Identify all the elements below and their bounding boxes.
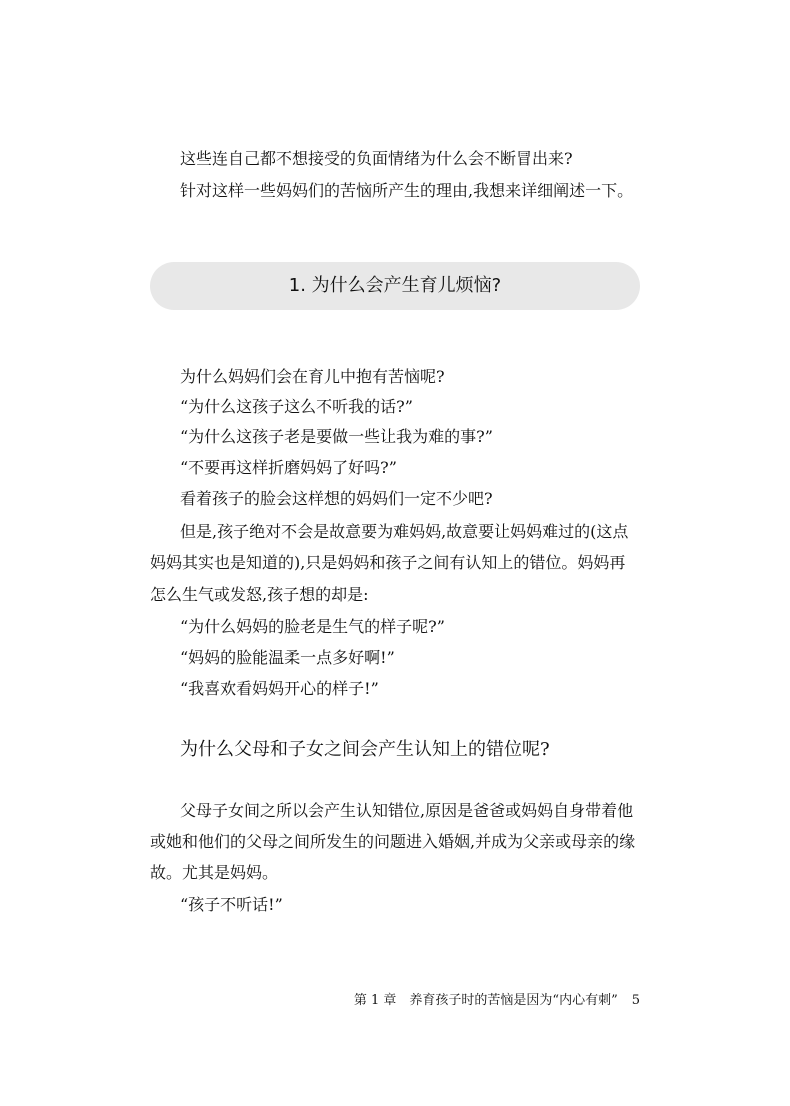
quote-3: “不要再这样折磨妈妈了好吗?”	[180, 458, 397, 477]
quote-1: “为什么这孩子这么不听我的话?”	[180, 397, 413, 416]
paragraph-3-line-1: 但是,孩子绝对不会是故意要为难妈妈,故意要让妈妈难过的(这点	[180, 522, 629, 541]
page-number: 5	[631, 993, 640, 1008]
intro-line-1: 这些连自己都不想接受的负面情绪为什么会不断冒出来?	[180, 149, 573, 168]
quote-4: “为什么妈妈的脸老是生气的样子呢?”	[180, 617, 445, 636]
paragraph-4-line-2: 或她和他们的父母之间所发生的问题进入婚姻,并成为父亲或母亲的缘	[150, 832, 636, 851]
subheading: 为什么父母和子女之间会产生认知上的错位呢?	[180, 739, 550, 760]
quote-2: “为什么这孩子老是要做一些让我为难的事?”	[180, 427, 493, 446]
running-footer	[354, 992, 640, 1010]
paragraph-3-line-2: 妈妈其实也是知道的),只是妈妈和孩子之间有认知上的错位。妈妈再	[150, 553, 626, 572]
quote-6: “我喜欢看妈妈开心的样子!”	[180, 679, 379, 698]
paragraph-1: 为什么妈妈们会在育儿中抱有苦恼呢?	[180, 367, 445, 386]
section-banner	[150, 262, 640, 310]
intro-line-2: 针对这样一些妈妈们的苦恼所产生的理由,我想来详细阐述一下。	[180, 181, 634, 200]
quote-5: “妈妈的脸能温柔一点多好啊!”	[180, 648, 395, 667]
paragraph-4-line-3: 故。尤其是妈妈。	[150, 863, 279, 882]
paragraph-4-line-1: 父母子女间之所以会产生认知错位,原因是爸爸或妈妈自身带着他	[180, 801, 634, 820]
quote-7: “孩子不听话!”	[180, 895, 283, 914]
paragraph-2: 看着孩子的脸会这样想的妈妈们一定不少吧?	[180, 489, 493, 508]
section-title: 1. 为什么会产生育儿烦恼?	[288, 275, 502, 296]
chapter-title: 第 1 章 养育孩子时的苦恼是因为“内心有刺”	[353, 993, 618, 1008]
paragraph-3-line-3: 怎么生气或发怒,孩子想的却是:	[150, 585, 369, 604]
